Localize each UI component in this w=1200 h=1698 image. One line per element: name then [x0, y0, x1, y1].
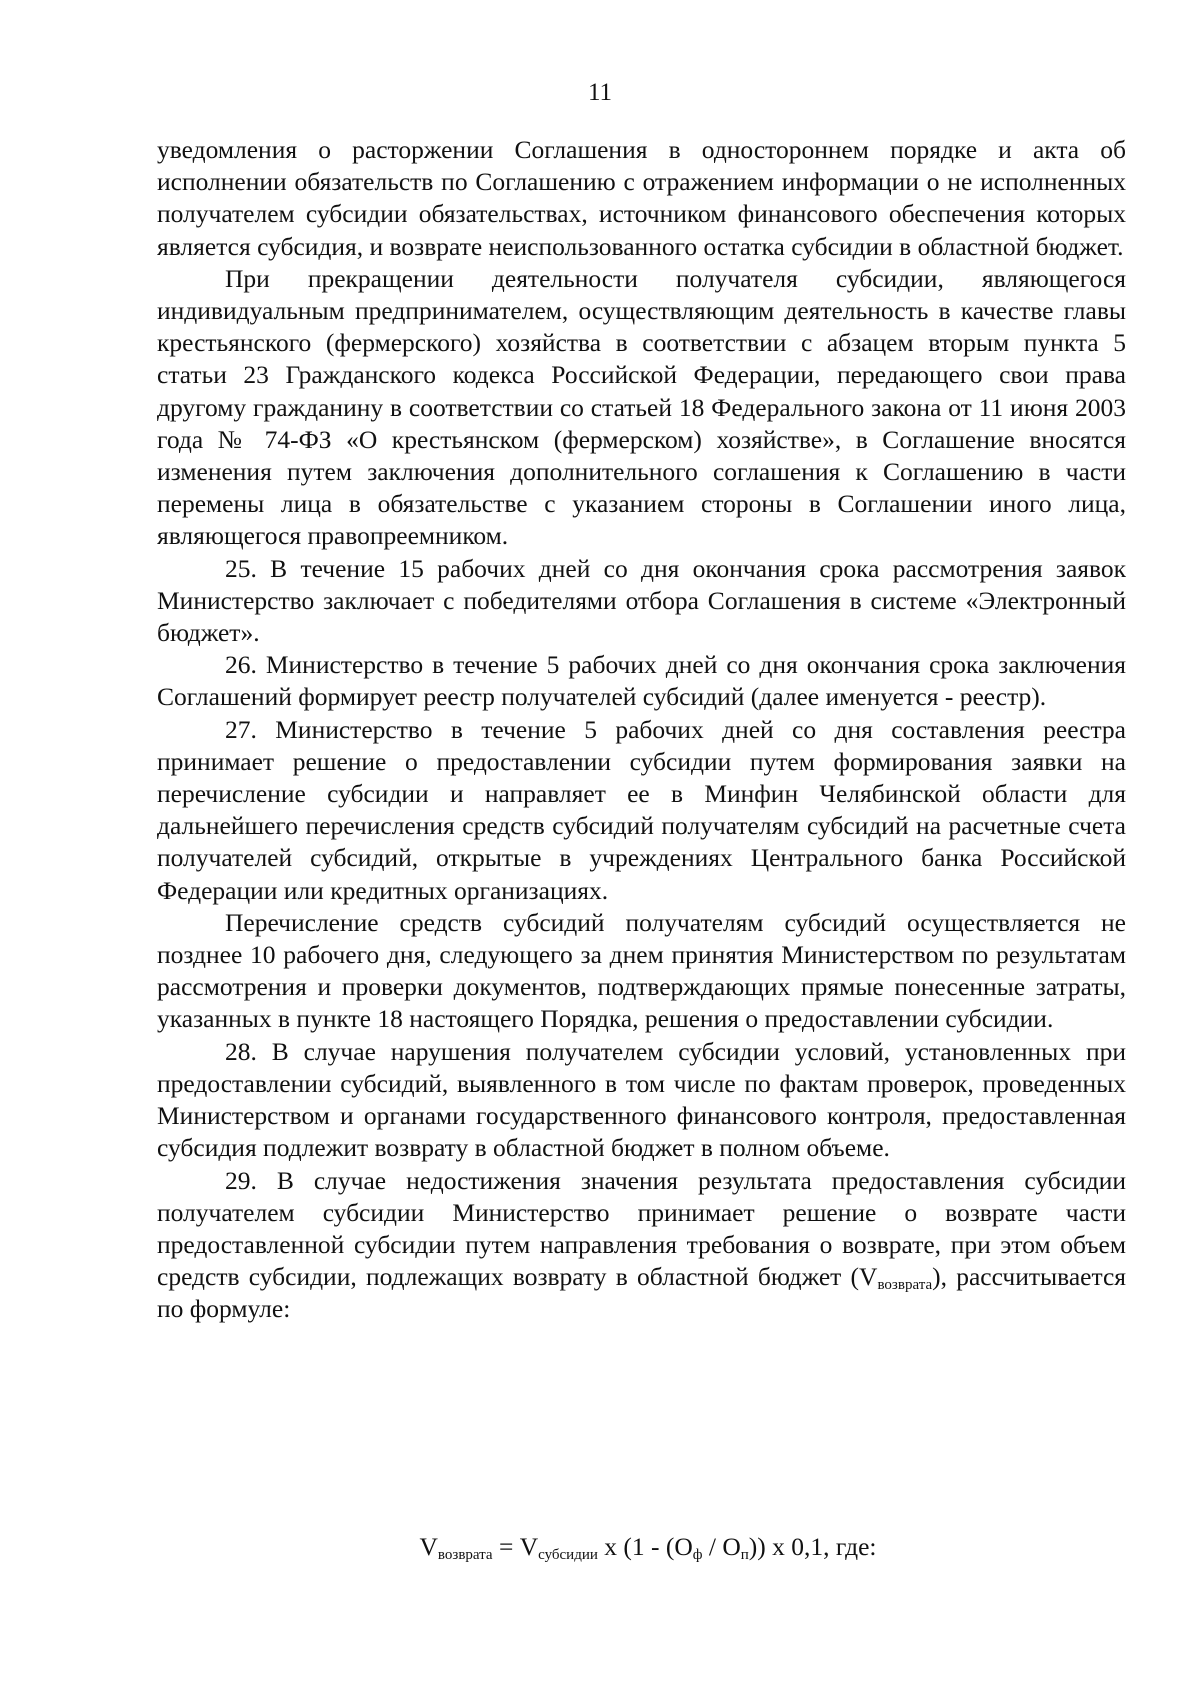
paragraph-29	[157, 1165, 1126, 1326]
paragraph-26: 26. Министерство в течение 5 рабочих дней со дня окончания срока заключения Соглашений формирует реестр получателей субсидий (далее именуется - реестр).	[157, 650, 1126, 712]
paragraph-29-tail: ), рассчитывается по формуле:	[157, 1262, 1126, 1324]
paragraph-peasant-farm-succession: При прекращении деятельности получателя субсидии, являющегося индивидуальным предпринимателем, осуществляющим деятельность в качестве главы крестьянского (фермерского) хозяйства в соответствии с абзацем вторым пункта 5 статьи 23 Гражданского кодекса Российской Федерации, передающего свои права другому гражданину в соответствии со статьей 18 Федерального закона от 11 июня 2003 года № 74-ФЗ «О крестьянском (фермерском) хозяйстве», в Соглашение вносятся изменения путем заключения дополнительного соглашения к Соглашению в части перемены лица в обязательстве с указанием стороны в Соглашении иного лица, являющегося правопреемником.	[157, 263, 1126, 551]
document-body	[157, 134, 1126, 1326]
paragraph-29-subscript: возврата	[877, 1277, 933, 1294]
formula-end: )) x 0,1, где:	[748, 1532, 877, 1561]
paragraph-25: 25. В течение 15 рабочих дней со дня окончания срока рассмотрения заявок Министерство заключает с победителями отбора Соглашения в системе «Электронный бюджет».	[157, 553, 1126, 648]
paragraph-27: 27. Министерство в течение 5 рабочих дней со дня составления реестра принимает решение о предоставлении субсидии путем формирования заявки на перечисление субсидии и направляет ее в Минфин Челябинской области для дальнейшего перечисления средств субсидий получателям субсидий на расчетные счета получателей субсидий, открытые в учреждениях Центрального банка Российской Федерации или кредитных организациях.	[157, 714, 1126, 905]
formula-equals-v: = V	[492, 1532, 539, 1561]
paragraph-29-text: 29. В случае недостижения значения результата предоставления субсидии получателем субсидии Министерство принимает решение о возврате части предоставленной субсидии путем направления требования о возврате, при этом объем средств субсидии, подлежащих возврату в областной бюджет (V	[157, 1165, 1126, 1292]
formula-slash: / O	[702, 1532, 741, 1561]
formula-sub-subsidy: субсидии	[538, 1547, 598, 1563]
refund-formula	[48, 1531, 1200, 1563]
formula-v-refund: V	[419, 1532, 438, 1561]
formula-sub-refund: возврата	[437, 1547, 493, 1563]
page-number: 11	[587, 79, 613, 106]
formula-middle: x (1 - (O	[597, 1532, 693, 1561]
formula-sub-actual: ф	[692, 1547, 703, 1563]
paragraph-continuation: уведомления о расторжении Соглашения в одностороннем порядке и акта об исполнении обязательств по Соглашению с отражением информации о не исполненных получателем субсидии обязательствах, источником финансового обеспечения которых является субсидия, и возврате неиспользованного остатка субсидии в областной бюджет.	[157, 135, 1126, 261]
formula-sub-planned: п	[740, 1547, 749, 1563]
paragraph-28: 28. В случае нарушения получателем субсидии условий, установленных при предоставлении субсидий, выявленного в том числе по фактам проверок, проведенных Министерством и органами государственного финансового контроля, предоставленная субсидия подлежит возврату в областной бюджет в полном объеме.	[157, 1036, 1126, 1163]
paragraph-transfer-deadline: Перечисление средств субсидий получателям субсидий осуществляется не позднее 10 рабочего дня, следующего за днем принятия Министерством по результатам рассмотрения и проверки документов, подтверждающих прямые понесенные затраты, указанных в пункте 18 настоящего Порядка, решения о предоставлении субсидии.	[157, 907, 1126, 1034]
